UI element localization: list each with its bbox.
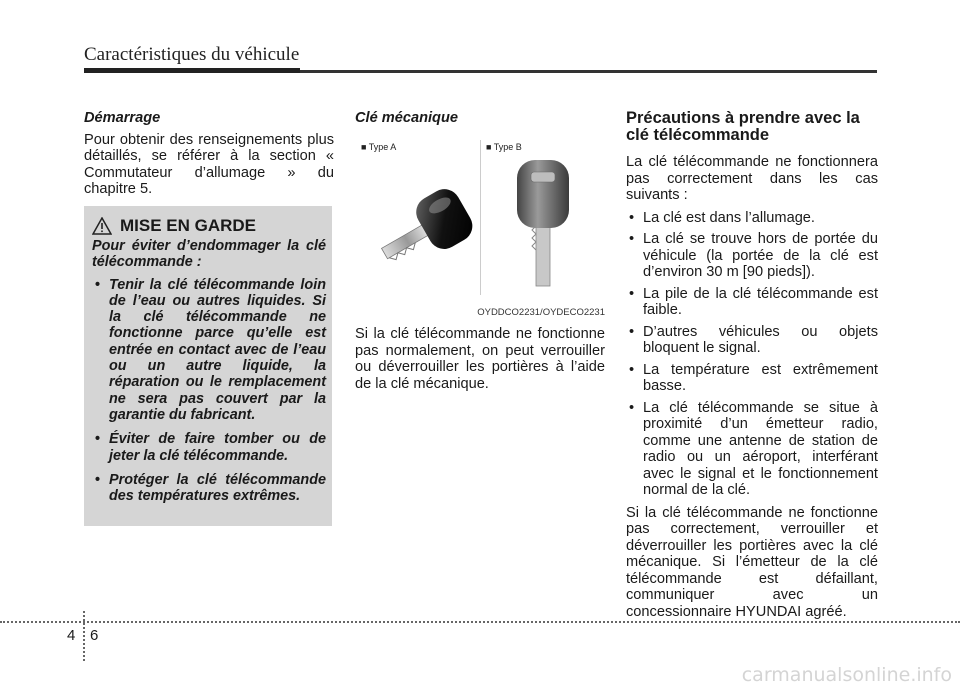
column-middle — [355, 110, 605, 132]
subheading-demarrage: Démarrage — [84, 110, 161, 126]
paragraph-precautions-closing: Si la clé télécommande ne fonctionne pas correctement, verrouiller et déverrouiller les portières avec la clé mécanique. Si l’émetteur de la clé télécommande est défaillant, communiquer avec un concessionnaire HYUNDAI agréé. — [626, 504, 878, 620]
footer-rule — [0, 621, 960, 623]
warning-title: MISE EN GARDE — [120, 216, 257, 235]
list-item: • D’autres véhicules ou objets bloquent le signal. — [626, 324, 878, 357]
paragraph-precautions-intro: La clé télécommande ne fonctionnera pas correctement dans les cas suivants : — [626, 154, 878, 203]
watermark: carmanualsonline.info — [741, 664, 952, 686]
warning-list — [92, 277, 326, 505]
key-figure — [355, 138, 605, 318]
column-left — [84, 110, 334, 204]
warning-header — [92, 216, 256, 236]
precautions-list — [626, 210, 878, 499]
list-item: • La clé télécommande se situe à proximité d’un émetteur radio, comme une antenne de station de radio ou un aéroport, interférant avec le signal et le fonctionnement normal de la clé. — [626, 400, 878, 499]
warning-box — [84, 206, 332, 526]
column-right — [626, 110, 878, 625]
list-item: • La pile de la clé télécommande est faible. — [626, 286, 878, 319]
warning-item: • Éviter de faire tomber ou de jeter la clé télécommande. — [92, 431, 326, 464]
figure-code: OYDDCO2231/OYDECO2231 — [477, 307, 605, 318]
warning-item: • Tenir la clé télécommande loin de l’eau ou autres liquides. Si la clé télécommande ne fonctionne parce qu’elle est entrée en contact avec de l’eau ou un autre liquide, la réparation ou le remplacement ne sera pas couvert par la garantie du fabricant. — [92, 277, 326, 424]
page-chapter-number: 4 — [67, 627, 76, 644]
key-type-a-illustration — [365, 160, 475, 290]
figure-label-type-a: ■ Type A — [361, 142, 397, 152]
heading-precautions: Précautions à prendre avec la clé télécommande — [626, 109, 860, 144]
figure-label-type-b: ■ Type B — [486, 142, 522, 152]
paragraph-demarrage: Pour obtenir des renseignements plus détaillés, se référer à la section « Commutateur d’allumage » du chapitre 5. — [84, 131, 334, 197]
warning-body — [92, 238, 326, 512]
subheading-cle-mecanique: Clé mécanique — [355, 110, 459, 126]
header-rule-accent — [84, 68, 300, 73]
list-item: • La température est extrêmement basse. — [626, 362, 878, 395]
page-number: 6 — [90, 627, 99, 644]
list-item: • La clé se trouve hors de portée du véhicule (la portée de la clé est d’environ 30 m [90 pieds]). — [626, 231, 878, 281]
paragraph-cle-mecanique: Si la clé télécommande ne fonctionne pas normalement, on peut verrouiller ou déverrouiller les portières à l’aide de la clé mécanique. — [355, 326, 605, 392]
list-item: • La clé est dans l’allumage. — [626, 210, 878, 227]
key-figure-image — [355, 138, 605, 298]
page-header-title: Caractéristiques du véhicule — [84, 44, 300, 65]
figure-divider — [480, 140, 481, 295]
warning-triangle-icon — [92, 217, 112, 235]
footer-divider — [83, 611, 85, 661]
key-type-b-illustration — [505, 156, 585, 296]
warning-intro: Pour éviter d’endommager la clé télécommande : — [92, 238, 326, 271]
warning-item: • Protéger la clé télécommande des températures extrêmes. — [92, 472, 326, 505]
